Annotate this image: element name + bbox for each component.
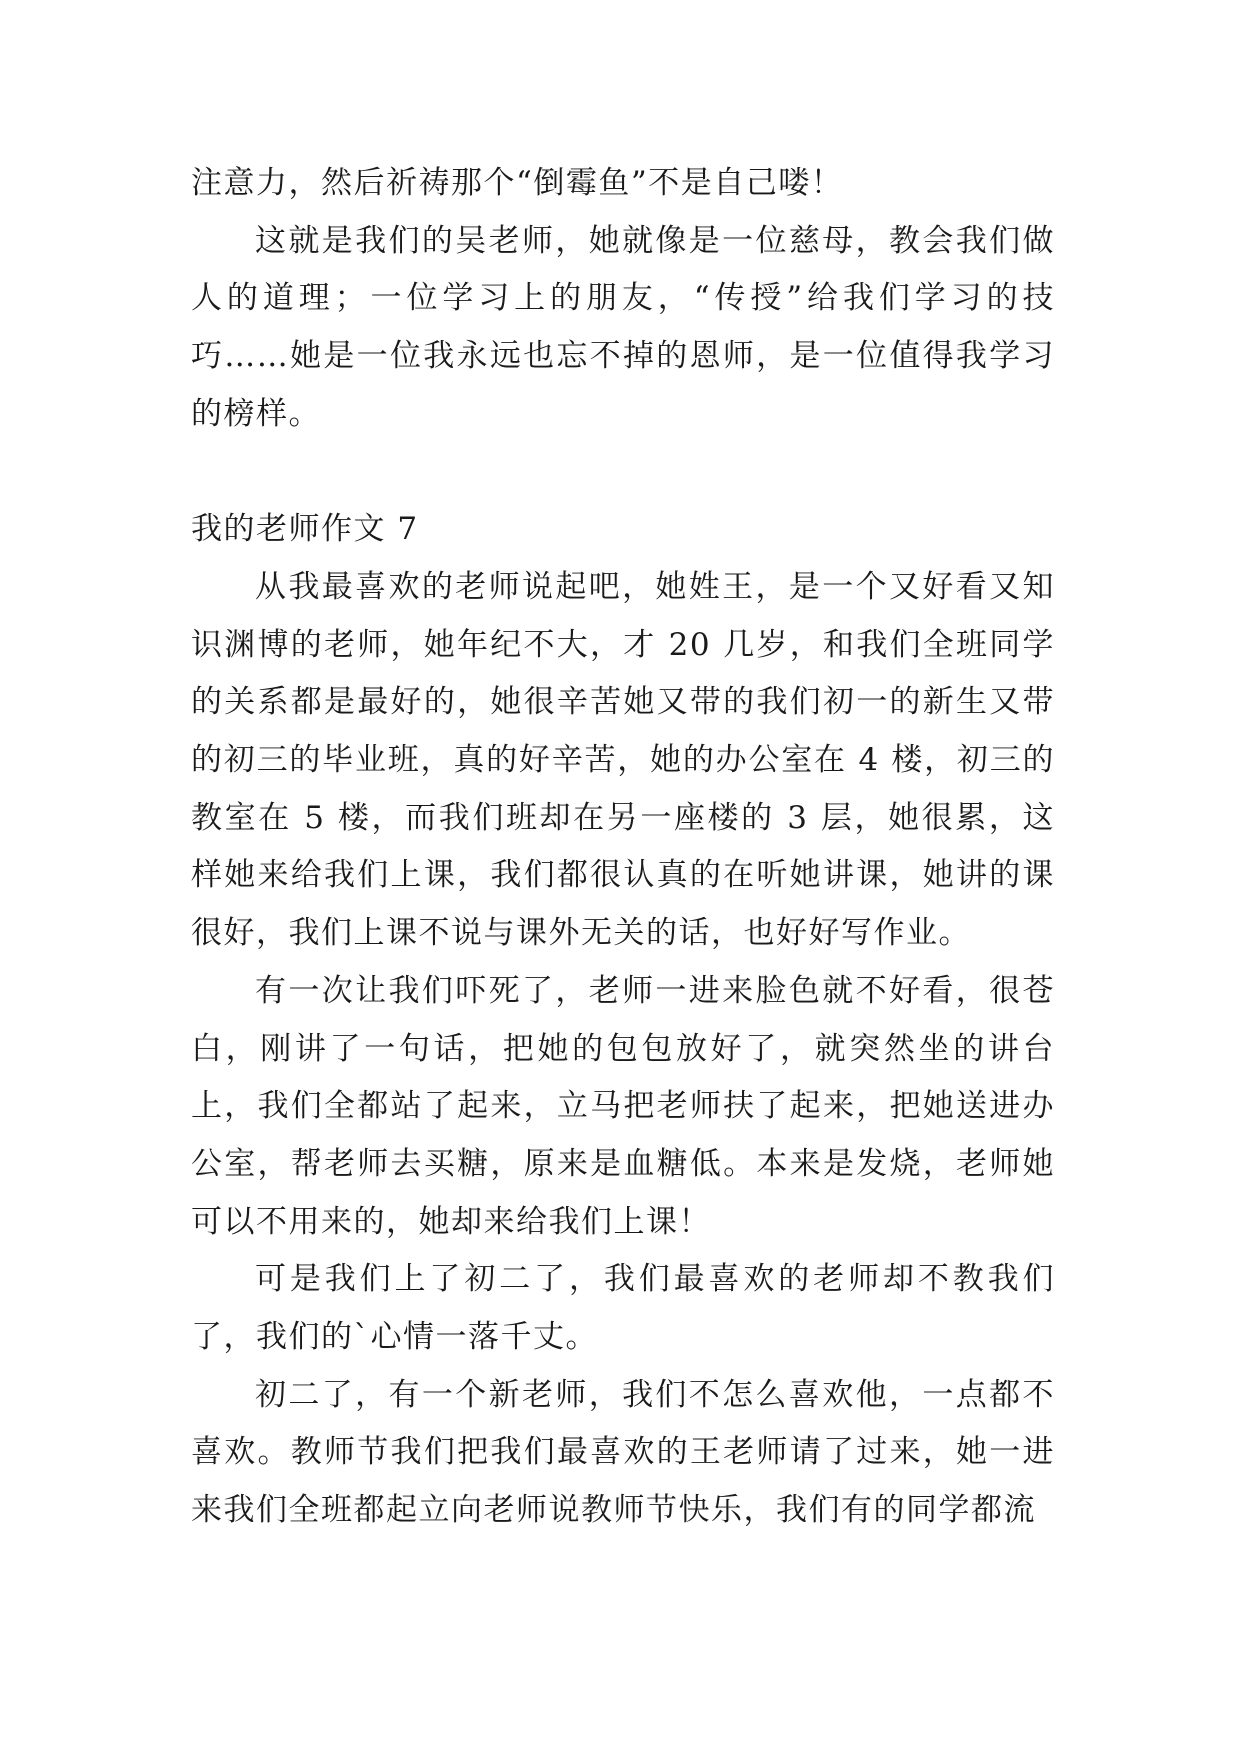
paragraph-teacher-wu: 这就是我们的吴老师，她就像是一位慈母，教会我们做人的道理；一位学习上的朋友，“传授”给我们学习的技巧……她是一位我永远也忘不掉的恩师，是一位值得我学习的榜样。 — [191, 222, 1055, 432]
section-title: 我的老师作文 7 — [191, 511, 419, 548]
paragraph-fainting-story: 有一次让我们吓死了，老师一进来脸色就不好看，很苍白，刚讲了一句话，把她的包包放好了，就突然坐的讲台上，我们全都站了起来，立马把老师扶了起来，把她送进办公室，帮老师去买糖，原来是血糖低。本来是发烧，老师她可以不用来的，她却来给我们上课！ — [191, 972, 1055, 1240]
paragraph-grade-two: 可是我们上了初二了，我们最喜欢的老师却不教我们了，我们的`心情一落千丈。 — [191, 1261, 1055, 1356]
paragraph-teacher-wang: 从我最喜欢的老师说起吧，她姓王，是一个又好看又知识渊博的老师，她年纪不大，才 20 几岁，和我们全班同学的关系都是最好的，她很辛苦她又带的我们初一的新生又带的初三的毕业班，真的好辛苦，她的办公室在 4 楼，初三的教室在 5 楼，而我们班却在另一座楼的 3 层，她很累，这样她来给我们上课，我们都很认真的在听她讲课，她讲的课很好，我们上课不说与课外无关的话，也好好写作业。 — [191, 568, 1055, 952]
paragraph-fragment: 注意力，然后祈祷那个“倒霉鱼”不是自己喽！ — [191, 165, 844, 201]
paragraph-teachers-day: 初二了，有一个新老师，我们不怎么喜欢他，一点都不喜欢。教师节我们把我们最喜欢的王老师请了过来，她一进来我们全班都起立向老师说教师节快乐，我们有的同学都流 — [191, 1376, 1055, 1529]
document-body — [191, 155, 1055, 1540]
